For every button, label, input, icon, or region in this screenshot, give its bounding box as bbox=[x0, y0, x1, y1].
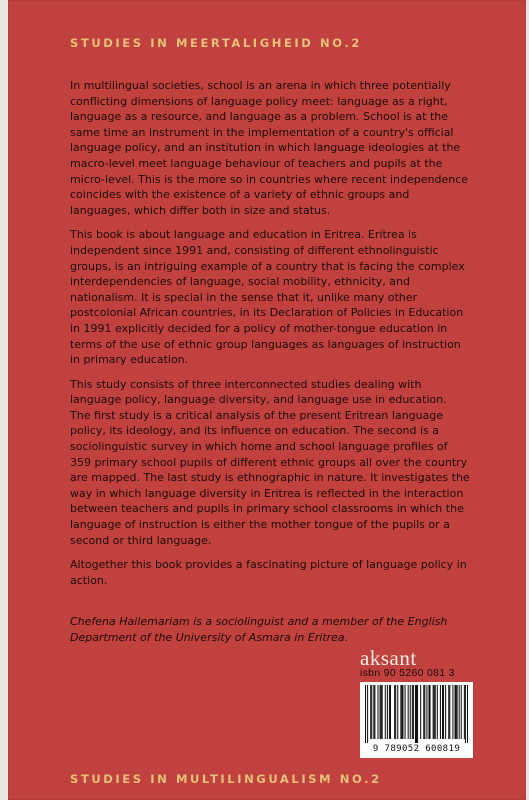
barcode-bar bbox=[397, 685, 398, 739]
barcode-bar bbox=[454, 685, 455, 739]
blurb-paragraph-1: In multilingual societies, school is an arena in which three potentially conflicting dimensions of language policy meet: language as a right, language as a resource, and language as a problem. School is at the same time an instrument in the implementation of a country's official language policy, and an institution in which language ideologies at the macro-level meet language behaviour of teachers and pupils at the micro-level. This is the more so in countries where recent independence coincides with the existence of a variety of ethnic groups and languages, which differ both in size and status. bbox=[70, 79, 469, 217]
barcode-bar bbox=[443, 685, 444, 739]
barcode-bar bbox=[405, 685, 406, 739]
barcode-bar bbox=[367, 685, 368, 743]
barcode-bar bbox=[423, 685, 424, 739]
barcode-bar bbox=[402, 685, 403, 739]
series-title-dutch: STUDIES IN MEERTALIGHEID NO.2 bbox=[70, 36, 362, 50]
barcode-bar bbox=[371, 685, 372, 739]
barcode-bar bbox=[448, 685, 449, 739]
barcode-bar bbox=[382, 685, 383, 739]
barcode-bar bbox=[428, 685, 429, 739]
barcode-bar bbox=[410, 685, 411, 739]
barcode-bar bbox=[401, 685, 402, 739]
isbn-text: isbn 90 5260 081 3 bbox=[360, 667, 455, 679]
barcode-bar bbox=[426, 685, 427, 739]
barcode-bar bbox=[435, 685, 436, 739]
barcode bbox=[360, 682, 473, 758]
barcode-bar bbox=[430, 685, 431, 739]
barcode-bar bbox=[449, 685, 450, 739]
barcode-bar bbox=[377, 685, 378, 739]
blurb bbox=[70, 78, 470, 597]
barcode-bar bbox=[381, 685, 382, 739]
barcode-bar bbox=[440, 685, 441, 739]
blurb-paragraph-2: This book is about language and education in Eritrea. Eritrea is independent since 1991 and, consisting of different ethnolinguistic groups, is an intriguing example of a country that is facing the complex interdependencies of language, social mobility, ethnicity, and nationalism. It is special in the sense that it, unlike many other postcolonial African countries, in its Declaration of Policies in Education in 1991 explicitly decided for a policy of mother-tongue education in terms of the use of ethnic group languages as languages of instruction in primary education. bbox=[70, 228, 465, 367]
barcode-bar bbox=[373, 685, 374, 739]
barcode-bar bbox=[467, 685, 468, 743]
barcode-bar bbox=[464, 685, 465, 739]
barcode-bar bbox=[434, 685, 435, 739]
barcode-bar bbox=[412, 685, 413, 739]
barcode-bar bbox=[416, 685, 417, 743]
barcode-bar bbox=[395, 685, 396, 739]
barcode-bar bbox=[389, 685, 390, 739]
barcode-bar bbox=[452, 685, 453, 739]
barcode-bar bbox=[442, 685, 443, 739]
barcode-bar bbox=[390, 685, 391, 739]
barcode-bar bbox=[465, 685, 466, 743]
publisher-logo: aksant bbox=[360, 646, 417, 670]
barcode-bar bbox=[385, 685, 386, 739]
barcode-bar bbox=[380, 685, 381, 739]
barcode-bar bbox=[433, 685, 434, 739]
back-cover bbox=[8, 0, 526, 800]
barcode-bar bbox=[424, 685, 425, 739]
barcode-bar bbox=[461, 685, 462, 739]
series-title-english: STUDIES IN MULTILINGUALISM NO.2 bbox=[70, 772, 382, 786]
barcode-bar bbox=[365, 685, 366, 743]
barcode-bar bbox=[417, 685, 418, 743]
barcode-bar bbox=[400, 685, 401, 739]
blurb-paragraph-3: This study consists of three interconnected studies dealing with language policy, language diversity, and language use in education. The first study is a critical analysis of the present Eritrean language policy, its ideology, and its influence on education. The second is a sociolinguistic survey in which home and school language profiles of 359 primary school pupils of different ethnic groups all over the country are mapped. The last study is ethnographic in nature. It investigates the way in which language diversity in Eritrea is reflected in the interaction between teachers and pupils in primary school classrooms in which the language of instruction is either the mother tongue of the pupils or a second or third language. bbox=[70, 377, 470, 547]
barcode-bar bbox=[420, 685, 421, 739]
barcode-bar bbox=[437, 685, 438, 739]
author-note: Chefena Hailemariam is a sociolinguist and a member of the English Department of the University of Asmara in Eritrea. bbox=[70, 615, 448, 644]
barcode-bar bbox=[459, 685, 460, 739]
barcode-bar bbox=[387, 685, 388, 739]
barcode-bar bbox=[415, 685, 416, 743]
barcode-bars bbox=[365, 685, 468, 743]
barcode-bar bbox=[456, 685, 457, 739]
barcode-bar bbox=[374, 685, 375, 739]
barcode-bar bbox=[445, 685, 446, 739]
barcode-bar bbox=[394, 685, 395, 739]
barcode-bar bbox=[370, 685, 371, 739]
barcode-bar bbox=[408, 685, 409, 739]
blurb-paragraph-4: Altogether this book provides a fascinating picture of language policy in action. bbox=[70, 558, 467, 587]
barcode-bar bbox=[457, 685, 458, 739]
barcode-bar bbox=[413, 685, 414, 739]
barcode-number: 9 789052 600819 bbox=[372, 744, 461, 754]
